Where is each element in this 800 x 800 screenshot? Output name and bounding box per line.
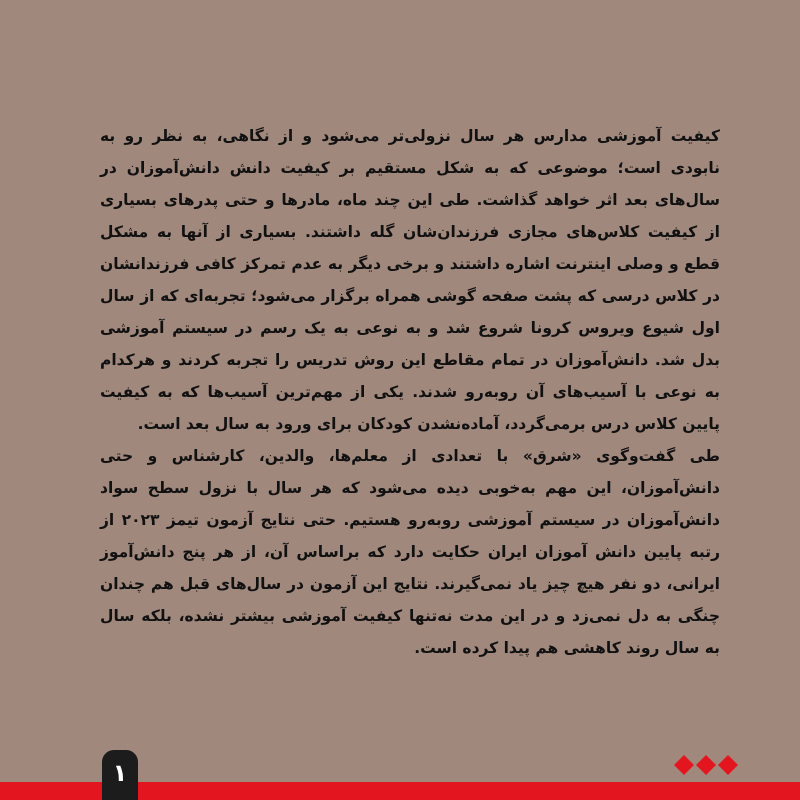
article-paragraph-1: کیفیت آموزشی مدارس هر سال نزولی‌تر می‌شود و از نگاهی، به نظر رو به نابودی است؛ موضوعی که به شکل مستقیم بر کیفیت دانش دانش‌آموزان در سال‌های بعد اثر خواهد گذاشت. طی این چند ماه، مادرها و حتی پدرهای بسیاری از کیفیت کلاس‌های مجازی فرزندان‌شان گله داشتند. بسیاری از آنها به مشکل قطع و وصلی اینترنت اشاره داشتند و برخی دیگر به عدم تمرکز کافی فرزندانشان در کلاس درسی که پشت صفحه گوشی همراه برگزار می‌شود؛ تجربه‌ای که از سال اول شیوع ویروس کرونا شروع شد و به نوعی به یک رسم در سیستم آموزشی بدل شد. دانش‌آموزان در تمام مقاطع این روش تدریس را تجربه کردند و هرکدام به نوعی با آسیب‌های آن روبه‌رو شدند. یکی از مهم‌ترین آسیب‌ها که به کیفیت پایین کلاس درس برمی‌گردد، آماده‌نشدن کودکان برای ورود به سال بعد است.: [100, 127, 720, 433]
article-body: [100, 120, 720, 664]
article-paragraph-2: طی گفت‌وگوی «شرق» با تعدادی از معلم‌ها، والدین، کارشناس و حتی دانش‌آموزان، این مهم به‌خوبی دیده می‌شود که هر سال با نزول سطح سواد دانش‌آموزان در سیستم آموزشی روبه‌رو هستیم. حتی نتایج آزمون تیمز ۲۰۲۳ از رتبه پایین دانش آموزان ایران حکایت دارد که براساس آن، از هر پنج دانش‌آموز ایرانی، دو نفر هیچ چیز یاد نمی‌گیرند. نتایج این آزمون در سال‌های قبل هم چندان چنگی به دل نمی‌زد و در این مدت نه‌تنها کیفیت آموزشی بیشتر نشده، بلکه سال به سال روند کاهشی هم پیدا کرده است.: [100, 447, 720, 657]
diamond-shape-2: [696, 755, 716, 775]
page-number: ۱: [102, 750, 138, 800]
three-diamonds-icon: [668, 752, 744, 778]
diamond-shape-1: [674, 755, 694, 775]
diamond-shape-3: [718, 755, 738, 775]
